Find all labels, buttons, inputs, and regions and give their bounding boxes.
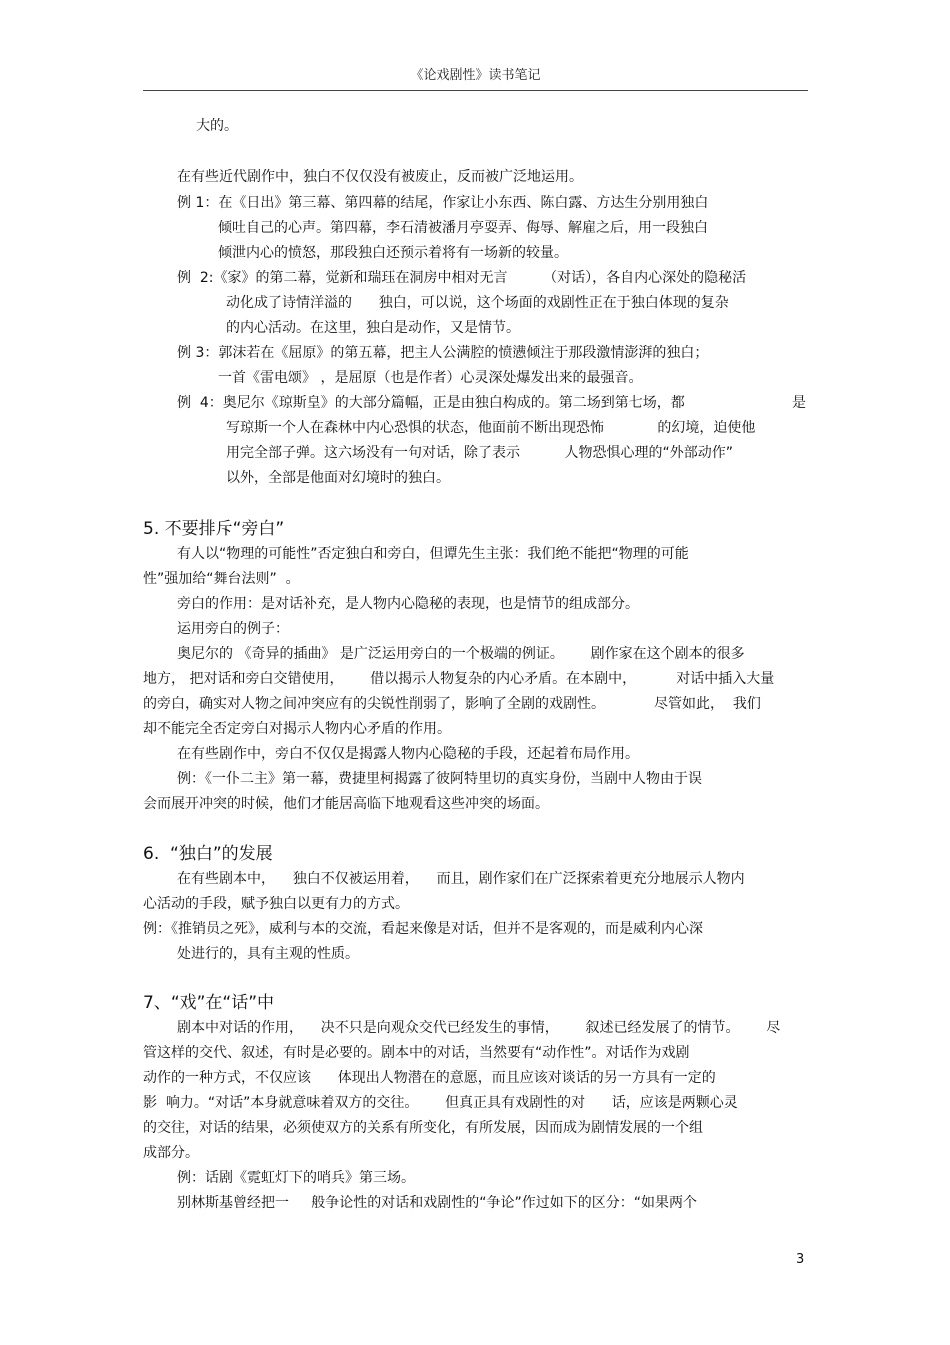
running-header: 《论戏剧性》读书笔记: [410, 68, 541, 83]
text-line: 的内心活动。在这里，独白是动作，又是情节。: [226, 320, 520, 336]
text-line: 以外，全部是他面对幻境时的独白。: [226, 470, 450, 486]
text-line: 例：《推销员之死》，威利与本的交流，看起来像是对话，但并不是客观的，而是威利内心深: [143, 921, 703, 937]
page-number: 3: [796, 1252, 805, 1267]
text-line: 的旁白，确实对人物之间冲突应有的尖锐性削弱了，影响了全剧的戏剧性。 尽管如此， 我们: [143, 696, 761, 712]
text-line: 大的。: [196, 118, 238, 134]
text-line: 例 3：郭沫若在《屈原》的第五幕，把主人公满腔的愤懑倾注于那段激情澎湃的独白；: [177, 345, 709, 361]
text-line: 在有些近代剧作中，独白不仅仅没有被废止，反而被广泛地运用。: [177, 169, 583, 185]
text-line: 会而展开冲突的时候，他们才能居高临下地观看这些冲突的场面。: [143, 796, 549, 812]
text-line: 在有些剧作中，旁白不仅仅是揭露人物内心隐秘的手段，还起着布局作用。: [177, 746, 639, 762]
text-line: 别林斯基曾经把一 般争论性的对话和戏剧性的“争论”作过如下的区分：“如果两个: [177, 1195, 698, 1211]
text-line: 管这样的交代、叙述，有时是必要的。剧本中的对话，当然要有“动作性”。对话作为戏剧: [143, 1045, 690, 1061]
text-line: 在有些剧本中， 独白不仅被运用着， 而且，剧作家们在广泛探索着更充分地展示人物内: [177, 871, 745, 887]
text-line: 性”强加给“舞台法则” 。: [143, 571, 300, 587]
text-line: 旁白的作用：是对话补充，是人物内心隐秘的表现，也是情节的组成部分。: [177, 596, 639, 612]
text-line: 却不能完全否定旁白对揭示人物内心矛盾的作用。: [143, 721, 451, 737]
text-line: 例 1：在《日出》第三幕、第四幕的结尾，作家让小东西、陈白露、方达生分别用独白: [177, 195, 709, 211]
text-line: 运用旁白的例子：: [177, 621, 289, 637]
text-line: 有人以“物理的可能性”否定独白和旁白，但谭先生主张：我们绝不能把“物理的可能: [177, 546, 689, 562]
text-line: 例：《一仆二主》第一幕，费捷里柯揭露了彼阿特里切的真实身份，当剧中人物由于误: [177, 771, 702, 787]
text-line: 一首《雷电颂》 ，是屈原（也是作者）心灵深处爆发出来的最强音。: [218, 370, 643, 386]
text-line: 地方， 把对话和旁白交错使用， 借以揭示人物复杂的内心矛盾。在本剧中， 对话中插入大量: [143, 671, 775, 687]
text-line: 影 响力。“对话”本身就意味着双方的交往。 但真正具有戏剧性的对 话，应该是两颗心灵: [143, 1095, 738, 1111]
text-line: 动化成了诗情洋溢的 独白，可以说，这个场面的戏剧性正在于独白体现的复杂: [226, 295, 729, 311]
text-line: 用完全部子弹。这六场没有一句对话，除了表示 人物恐惧心理的“外部动作”: [226, 445, 734, 461]
text-line: 心活动的手段，赋予独白以更有力的方式。: [143, 896, 409, 912]
text-line: 倾泄内心的愤怒，那段独白还预示着将有一场新的较量。: [218, 245, 568, 261]
text-line: 剧本中对话的作用， 决不只是向观众交代已经发生的事情， 叙述已经发展了的情节。 尽: [177, 1020, 781, 1036]
section-heading: 6. “独白”的发展: [143, 844, 273, 864]
header-rule: [143, 90, 808, 91]
text-line: 例 2:《家》的第二幕，觉新和瑞珏在洞房中相对无言 （对话），各自内心深处的隐秘活: [177, 270, 747, 286]
text-line: 动作的一种方式，不仅应该 体现出人物潜在的意愿，而且应该对谈话的另一方具有一定的: [143, 1070, 716, 1086]
section-heading: 7、“戏”在“话”中: [143, 993, 275, 1013]
text-line: 例：话剧《霓虹灯下的哨兵》第三场。: [177, 1170, 415, 1186]
text-line: 成部分。: [143, 1145, 199, 1161]
text-line: 的交往，对话的结果，必须使双方的关系有所变化，有所发展，因而成为剧情发展的一个组: [143, 1120, 703, 1136]
text-line: 倾吐自己的心声。第四幕，李石清被潘月亭耍弄、侮辱、解雇之后，用一段独白: [218, 220, 708, 236]
text-line: 例 4：奥尼尔《琼斯皇》的大部分篇幅，正是由独白构成的。第二场到第七场，都: [177, 395, 685, 411]
section-heading: 5. 不要排斥“旁白”: [143, 519, 285, 539]
text-line: 是: [792, 395, 806, 411]
text-line: 处进行的，具有主观的性质。: [177, 946, 359, 962]
text-line: 写琼斯一个人在森林中内心恐惧的状态，他面前不断出现恐怖 的幻境，迫使他: [226, 420, 756, 436]
text-line: 奥尼尔的 《奇异的插曲》 是广泛运用旁白的一个极端的例证。 剧作家在这个剧本的很多: [177, 646, 745, 662]
